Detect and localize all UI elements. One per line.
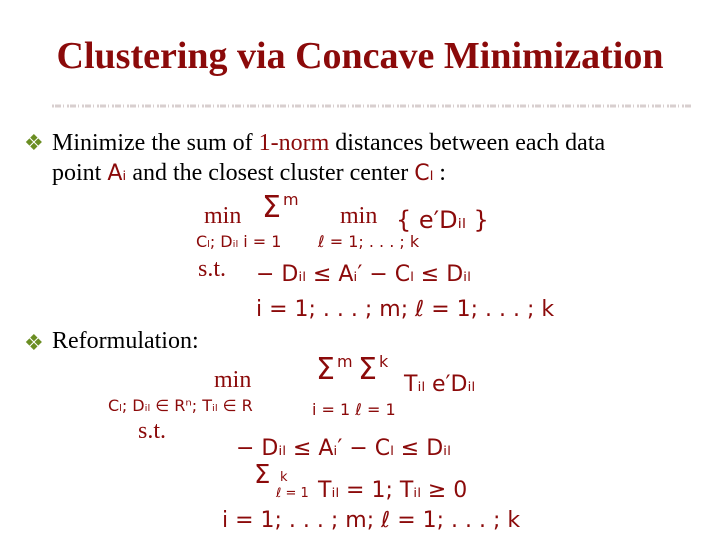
problem-1-index-set: i = 1; . . . ; m; ℓ = 1; . . . ; k	[256, 297, 555, 322]
problem-2-constraint-2-sum-bottom: ℓ = 1	[276, 486, 309, 501]
problem-1-st: s.t.	[198, 256, 227, 282]
bullet-1-point-word: point	[52, 160, 102, 186]
problem-2-objective: Tᵢₗ e′Dᵢₗ	[404, 372, 476, 397]
symbol-C-l: Cₗ	[414, 161, 434, 186]
problem-1-constraint: − Dᵢₗ ≤ Aᵢ′ − Cₗ ≤ Dᵢₗ	[256, 262, 471, 287]
symbol-A-i: Aᵢ	[107, 161, 127, 186]
problem-2-constraint-2-sum-top: k	[280, 470, 288, 485]
problem-2-sum-2-top: k	[379, 352, 389, 371]
bullet-1-line-2	[52, 160, 446, 187]
bullet-1-text-a: Minimize the sum of	[52, 130, 259, 156]
problem-1-min-inner: min	[340, 203, 378, 229]
bullet-1-line-1	[52, 130, 605, 157]
problem-2-constraint-2-sum: Σ	[254, 460, 271, 490]
problem-1-sum-symbol: Σ	[262, 190, 281, 225]
problem-2-variables: Cₗ; Dᵢₗ ∈ Rⁿ; Tᵢₗ ∈ R	[108, 396, 253, 415]
diamond-bullet-icon: ❖	[24, 130, 44, 155]
problem-2-sum-indices: i = 1 ℓ = 1	[312, 400, 396, 419]
problem-1-min-outer-subscript: Cₗ; Dᵢₗ i = 1	[196, 232, 282, 251]
diamond-bullet-icon: ❖	[24, 330, 44, 355]
problem-2-min: min	[214, 367, 252, 393]
bullet-1-text-c: and the closest cluster center	[132, 160, 409, 186]
problem-1-min-outer: min	[204, 203, 242, 229]
problem-1-objective: { e′Dᵢₗ }	[396, 206, 489, 234]
problem-2-sum-1-top: m	[337, 352, 353, 371]
slide-title: Clustering via Concave Minimization	[56, 35, 664, 77]
bullet-1-text-b: distances between each data	[329, 130, 606, 156]
problem-2-constraint-1: − Dᵢₗ ≤ Aᵢ′ − Cₗ ≤ Dᵢₗ	[236, 436, 451, 461]
problem-2-st: s.t.	[138, 418, 167, 444]
bullet-1-highlight: 1-norm	[258, 130, 330, 156]
problem-2-index-set: i = 1; . . . ; m; ℓ = 1; . . . ; k	[222, 508, 521, 533]
title-underline-rule	[52, 100, 692, 112]
problem-1-sum-top: m	[283, 190, 299, 209]
problem-2-sum-2-symbol: Σ	[358, 352, 377, 387]
problem-2-constraint-2: Tᵢₗ = 1; Tᵢₗ ≥ 0	[318, 478, 468, 503]
bullet-2-text: Reformulation:	[52, 328, 199, 354]
problem-1-min-inner-subscript: ℓ = 1; . . . ; k	[318, 232, 420, 251]
bullet-1-colon: :	[439, 160, 446, 186]
problem-2-sum-1-symbol: Σ	[316, 352, 335, 387]
